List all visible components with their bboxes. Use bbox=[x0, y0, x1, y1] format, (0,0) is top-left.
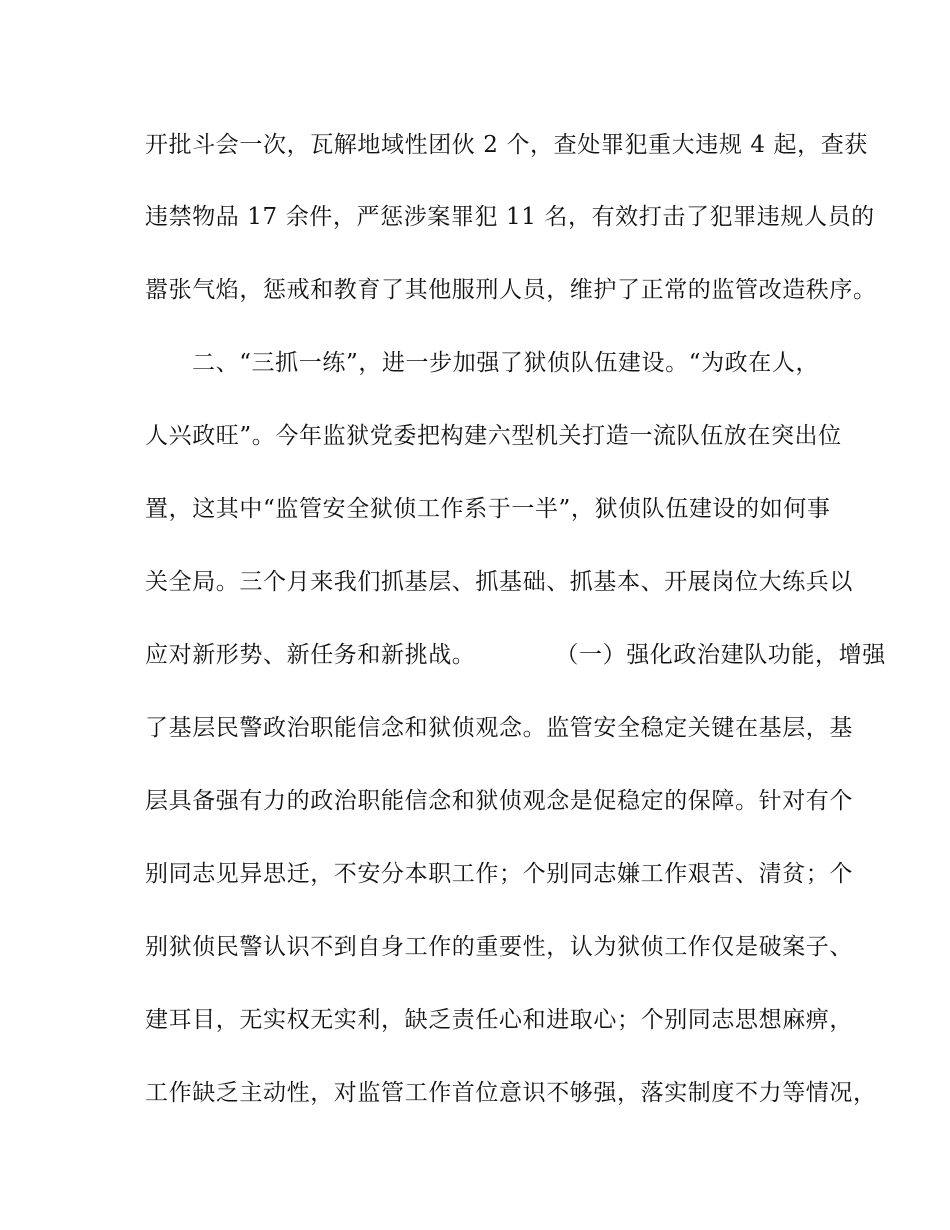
paragraph-line: 置，这其中“监管安全狱侦工作系于一半”，狱侦队伍建设的如何事 bbox=[145, 496, 831, 522]
paragraph-line: 层具备强有力的政治职能信念和狱侦观念是促稳定的保障。针对有个 bbox=[145, 788, 853, 814]
paragraph-line: 违禁物品 17 余件，严惩涉案罪犯 11 名，有效打击了犯罪违规人员的 bbox=[145, 204, 875, 230]
paragraph-line bbox=[145, 635, 886, 675]
paragraph-line: 别同志见异思迁，不安分本职工作；个别同志嫌工作艰苦、清贫；个 bbox=[145, 861, 853, 887]
paragraph-line: 别狱侦民警认识不到自身工作的重要性，认为狱侦工作仅是破案子、 bbox=[145, 934, 853, 960]
paragraph-line: 工作缺乏主动性，对监管工作首位意识不够强，落实制度不力等情况， bbox=[145, 1080, 877, 1106]
paragraph-line-text: 应对新形势、新任务和新挑战。 bbox=[145, 642, 476, 668]
subheading-text: （一）强化政治建队功能，增强 bbox=[555, 642, 886, 668]
section-heading-line: 二、“三抓一练”，进一步加强了狱侦队伍建设。“为政在人， bbox=[192, 350, 820, 376]
paragraph-line: 开批斗会一次，瓦解地域性团伙 2 个，查处罪犯重大违规 4 起，查获 bbox=[145, 132, 868, 158]
paragraph-line: 关全局。三个月来我们抓基层、抓基础、抓基本、开展岗位大练兵以 bbox=[145, 569, 853, 595]
paragraph-line: 了基层民警政治职能信念和狱侦观念。监管安全稳定关键在基层，基 bbox=[145, 715, 853, 741]
paragraph-line: 人兴政旺”。今年监狱党委把构建六型机关打造一流队伍放在突出位 bbox=[145, 423, 842, 449]
paragraph-line: 建耳目，无实权无实利，缺乏责任心和进取心；个别同志思想麻痹， bbox=[145, 1007, 853, 1033]
paragraph-line: 嚣张气焰，惩戒和教育了其他服刑人员，维护了正常的监管改造秩序。 bbox=[145, 277, 877, 303]
